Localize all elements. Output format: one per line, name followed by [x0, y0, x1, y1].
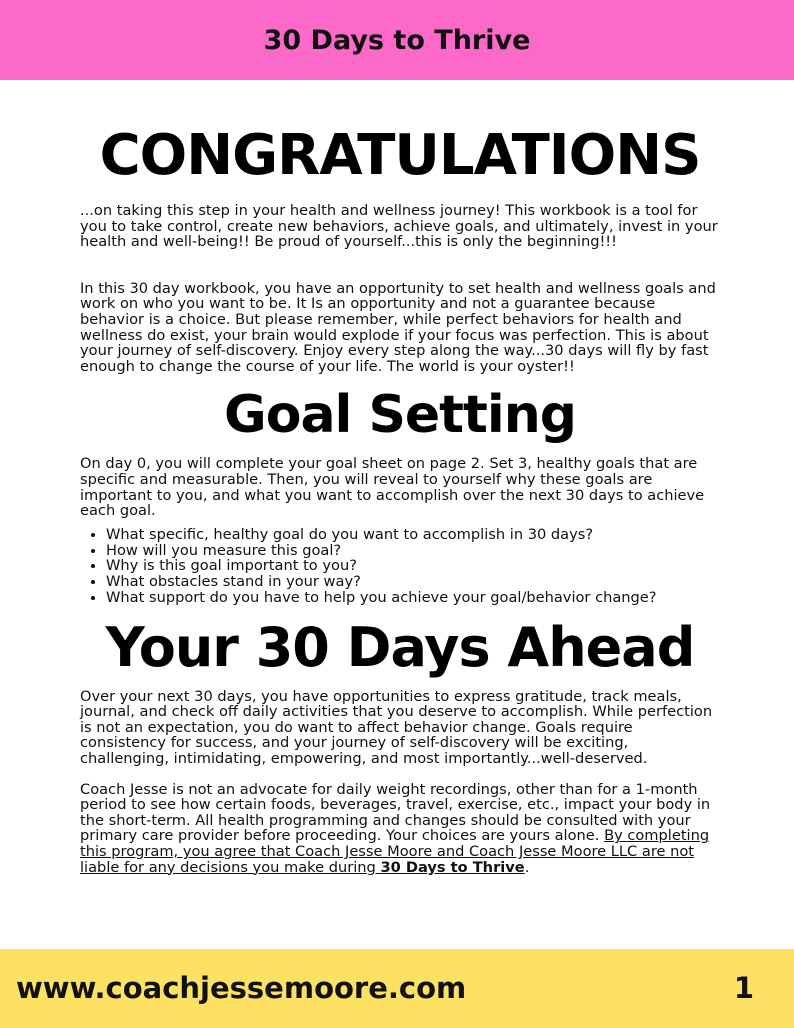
goal-setting-paragraph: On day 0, you will complete your goal sheet on page 2. Set 3, healthy goals that are specific and measurable. Then, you will reveal to yourself why these goals are important to you, and what you want to accomplish over the next 30 days to achieve each goal.	[80, 455, 705, 520]
goal-questions-list	[80, 527, 720, 606]
intro-paragraph: ...on taking this step in your health and wellness journey! This workbook is a tool for you to take control, create new behaviors, achieve goals, and ultimately, invest in your health and well-being!! Be proud of yourself...this is only the beginning!!!	[80, 202, 718, 251]
program-name: 30 Days to Thrive	[380, 858, 525, 876]
list-item: • What specific, healthy goal do you want to accomplish in 30 days?	[106, 527, 720, 543]
list-item: • What obstacles stand in your way?	[106, 574, 720, 590]
liability-text: By completing this program, you agree that Coach Jesse Moore and Coach Jesse Moore LLC are not liable for any decisions you make during 30 Days to Thrive	[80, 827, 710, 876]
workbook-paragraph: In this 30 day workbook, you have an opportunity to set health and wellness goals and work on who you want to be. It Is an opportunity and not a guarantee because behavior is a choice. But please remember, while perfect behaviors for health and wellness do exist, your brain would explode if your focus was perfection. This is about your journey of self-discovery. Enjoy every step along the way...30 days will fly by fast enough to change the course of your life. The world is your oyster!!	[80, 279, 716, 375]
website-url: www.coachjessemoore.com	[16, 971, 467, 1005]
days-ahead-paragraph: Over your next 30 days, you have opportunities to express gratitude, track meals, journal, and check off daily activities that you deserve to accomplish. While perfection is not an expectation, you do want to affect behavior change. Goals require consistency for success, and your journey of self-discovery will be exciting, challenging, intimidating, empowering, and most importantly...well-deserved.	[80, 687, 713, 768]
list-item: • How will you measure this goal?	[106, 543, 720, 559]
page-footer	[0, 949, 794, 1028]
congratulations-heading: CONGRATULATIONS	[99, 123, 701, 188]
goal-setting-heading: Goal Setting	[224, 385, 576, 446]
list-item: • What support do you have to help you achieve your goal/behavior change?	[106, 590, 720, 606]
disclaimer-paragraph	[80, 782, 720, 876]
period: .	[524, 858, 530, 876]
page-header	[0, 0, 794, 80]
page-content	[80, 118, 720, 875]
page-number: 1	[733, 971, 754, 1005]
list-item: • Why is this goal important to you?	[106, 558, 720, 574]
days-ahead-heading: Your 30 Days Ahead	[105, 615, 695, 679]
header-title: 30 Days to Thrive	[263, 24, 531, 56]
disclaimer-text: Coach Jesse is not an advocate for daily weight recordings, other than for a 1-month period to see how certain foods, beverages, travel, exercise, etc., impact your body in the short-term. All health programming and changes should be consulted with your primary care provider before proceeding. Your choices are yours alone.	[80, 780, 711, 845]
